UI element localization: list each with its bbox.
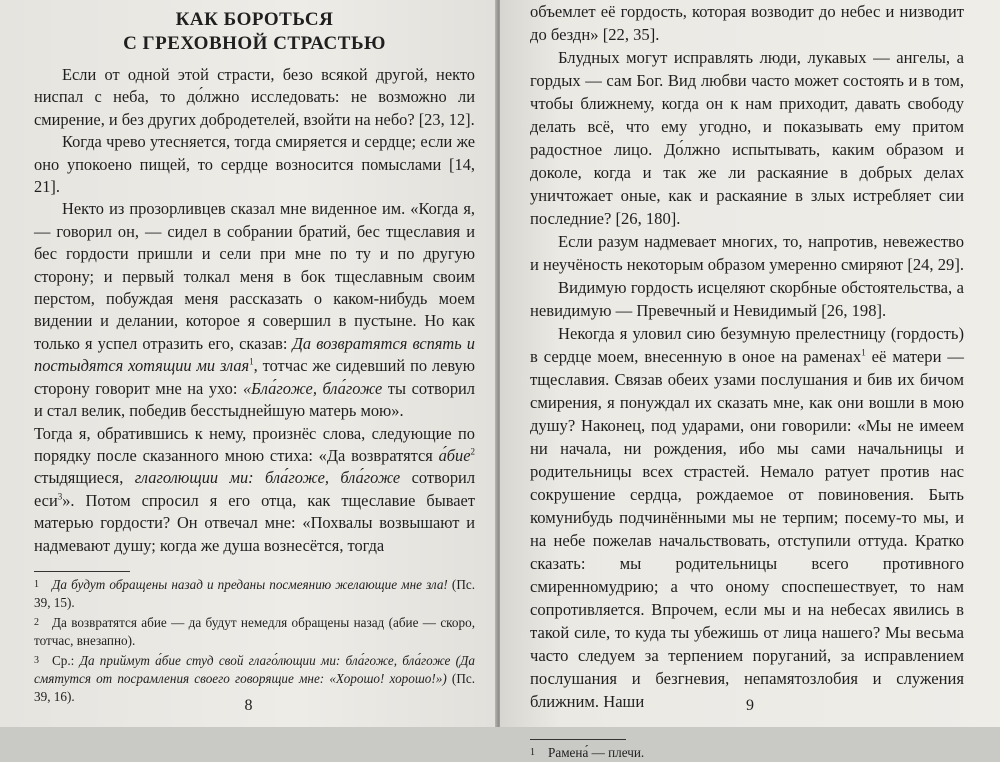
right-paragraph-2: Если разум надмевает многих, то, напротив, невежество и неучёность некоторым образом умеренно смиряют [24, 29]. [530,232,964,274]
paragraph-text: Тогда я, обратившись к нему, произнёс слова, следующие по порядку после сказанного мною стиха: «Да возвратятся [34,423,475,465]
right-page [500,0,1000,760]
right-paragraph-0: объемлет её гордость, которая возводит до небес и низводит до бездн» [22, 35]. [530,2,964,44]
chapter-title-line-2: С ГРЕХОВНОЙ СТРАСТЬЮ [123,33,386,54]
paragraph-text: ты сотворил и стал велик, победив бесстыднейшую матерь мою». [34,378,475,421]
left-paragraph-3 [34,198,475,422]
italic-quote: глаголющии ми: бла́гоже, бла́гоже [134,468,401,488]
footnote-number: 3 [34,654,39,666]
italic-word: а́бие [438,445,471,465]
page-number-right: 9 [746,697,754,714]
chapter-title-line-1: КАК БОРОТЬСЯ [175,9,334,30]
footnote-number: 2 [34,616,39,628]
footnote-italic: Да будут обращены назад и преданы посмеянию желающие мне зла! [52,576,448,592]
right-paragraph-3: Видимую гордость исцеляют скорбные обстоятельства, а невидимую — Превечный и Невидимый [26, 198]. [530,278,964,320]
paragraph-text: ». Потом спросил я его отца, как тщеславие бывает матерью гордости? Он отвечал мне: «Похвалы возвышают и надмевают душу; когда же душа вознесётся, тогда [34,490,475,555]
paragraph-text: , тотчас же сидевший по левую сторону говорит мне на ухо: [34,356,475,398]
footnote-text: Рамена́ — плечи. [548,745,645,760]
left-paragraph-4 [34,423,475,557]
left-page [0,0,497,727]
right-paragraph-1: Блудных могут исправлять люди, лукавых — ангелы, а гордых — сам Бог. Вид любви часто может состоять и в том, чтобы ближнему, когда он к нам приходит, давать свободу делать всё, что ему угодно, и показывать ему притом радостное лицо. До́лжно испытывать, каким образом и доколе, когда и так же ли раскаяние в добрых делах уничтожает оные, как и раскаяние в злых истребляет сии последние? [26, 180]. [530,48,964,228]
footnote-text: (Пс. 39, 15). [34,576,475,610]
left-paragraph-1: Если от одной этой страсти, безо всякой другой, некто ниспал с неба, то до́лжно исследовать: не возможно ли смирение, и без других добродетелей, взойти на небо? [23, 12]. [34,65,475,129]
footnote-number: 1 [530,747,535,758]
footnote-number: 1 [34,578,39,590]
footnote-prefix: Ср.: [52,652,80,668]
left-paragraph-2: Когда чрево утесняется, тогда смиряется и сердце; если же оно упокоено пищей, то сердце возносится помыслами [14, 21]. [34,132,475,197]
paragraph-text: Некто из прозорливцев сказал мне виденное им. «Когда я, — говорил он, — сидел в собрании братий, бес тщеславия и бес гордости пришли и сели при мне по ту и по другую сторону; и первый толкал меня в бок тщеславным своим перстом, побуждая меня рассказать о каком-нибудь моем видении и делании, которое я совершил в пустыне. Но как только я успел отразить его, сказав: [34,199,475,353]
chapter-title [34,8,475,56]
footnote-divider [34,571,130,572]
footnote-divider [530,739,626,740]
italic-quote: «Бла́гоже, бла́гоже [242,378,383,398]
paragraph-text: сотворил еси [34,468,475,510]
footnote-italic: Да приймут а́бие студ свой глаго́лющии ми: бла́гоже, бла́гоже (Да смятутся от посрамления своего говорящие мне: «Хорошо! хорошо!») [34,652,475,686]
paragraph-text: стыдящиеся, [34,468,135,488]
footnote-1 [34,576,475,612]
footnote-ref: 1 [861,347,866,358]
footnote-2 [34,614,475,650]
right-paragraph-4 [530,322,964,713]
footnote-right-1 [530,744,964,762]
paragraph-text: Некогда я уловил сию безумную прелестницу (гордость) в сердце моем, внесенную в оное на раменах [530,324,964,366]
footnote-text: (Пс. 39, 16). [34,670,475,704]
paragraph-text: её матери — тщеславия. Связав обеих узами послушания и бив их бичом смирения, я понуждал их сказать мне, как они вошли в мою душу? Наконец, под ударами, они говорили: «Мы не имеем ни начала, ни рождения, ибо мы сами начальницы и родительницы всех страстей. Немало ратует против нас сокрушение сердца, рождаемое от повиновения. Быть комунибудь подчинёнными мы не терпим; посему-то мы, и на небе пожелав начальствовать, отступили оттуда. Кратко сказать: мы родительницы всего противного смиренномудрию; а что оному споспешествует, то нам сопротивляется. Впрочем, если мы и на небесах явились в такой силе, то куда ты убежишь от лица нашего? Мы весьма часто следуем за терпением поруганий, за исправлением послушания и безгневия, непамятозлобия и служения ближним. Наши [530,347,964,711]
footnote-ref: 1 [249,356,254,367]
footnote-ref: 3 [57,491,63,502]
italic-quote: Да возвратятся вспять и постыдятся хотящии ми злая [34,333,475,376]
footnote-ref: 2 [470,446,475,457]
page-number-left: 8 [244,697,253,714]
footnote-text: Да возвратятся абие — да будут немедля обращены назад (абие — скоро, тотчас, внезапно). [34,614,475,648]
